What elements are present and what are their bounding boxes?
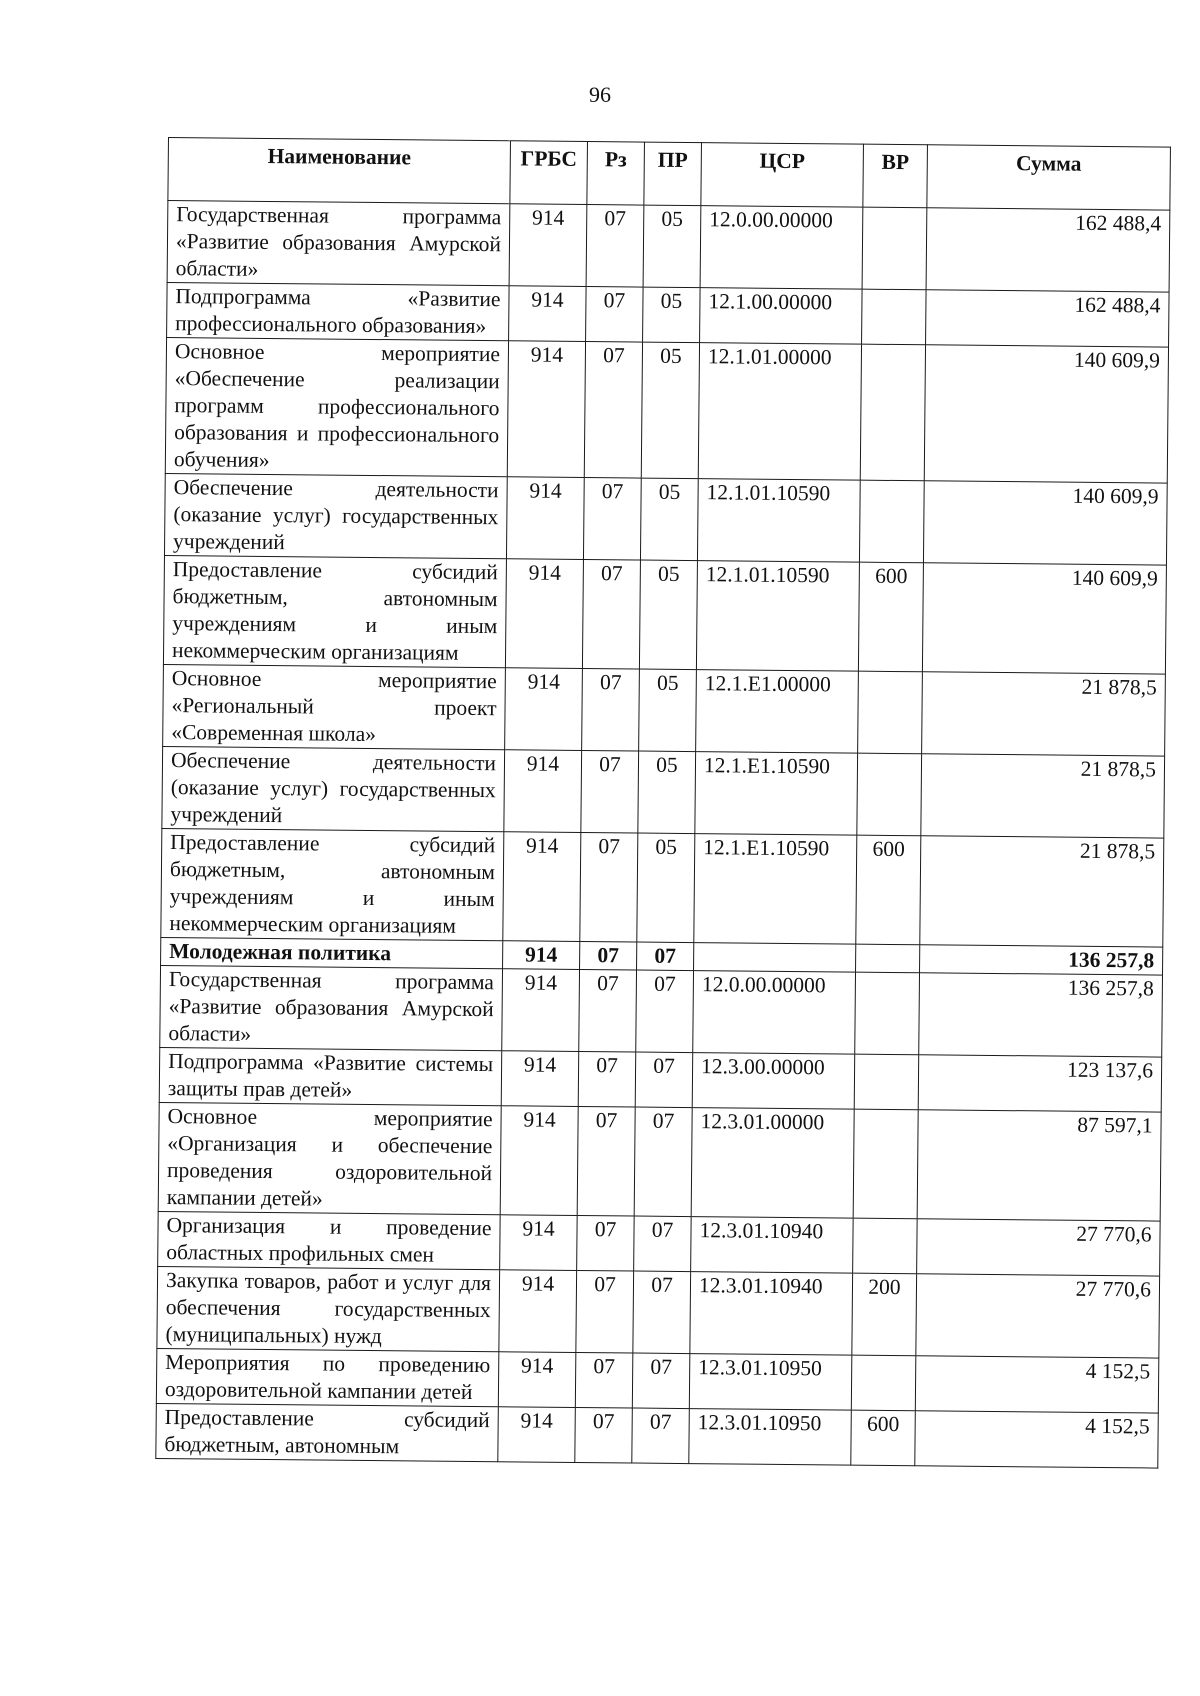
- cell-vr: [857, 753, 922, 836]
- table-row: [167, 201, 1170, 293]
- table-row: [156, 1403, 1158, 1468]
- header-rz: Рз: [587, 142, 645, 206]
- cell-grbs: 914: [503, 941, 580, 970]
- cell-rz: 07: [582, 669, 640, 752]
- table-row: [163, 664, 1166, 756]
- table-row: [157, 1266, 1160, 1358]
- cell-csr: [694, 943, 856, 973]
- cell-vr: [853, 1218, 918, 1274]
- cell-pr: 05: [643, 205, 701, 288]
- cell-csr: 12.1.01.10590: [697, 479, 860, 563]
- cell-name: Предоставление субсидий бюджетным, автономным: [156, 1403, 499, 1461]
- cell-sum: 123 137,6: [918, 1055, 1162, 1112]
- table-row: [162, 746, 1165, 838]
- cell-csr: 12.1.00.00000: [700, 288, 863, 345]
- header-grbs: ГРБС: [510, 141, 588, 205]
- cell-grbs: 914: [501, 1051, 579, 1107]
- cell-sum: 162 488,4: [926, 290, 1170, 347]
- cell-vr: [862, 207, 927, 290]
- cell-pr: 07: [632, 1353, 690, 1409]
- cell-name: Обеспечение деятельности (оказание услуг) государственных учреждений: [162, 746, 505, 831]
- cell-rz: 07: [586, 205, 644, 288]
- cell-grbs: 914: [504, 750, 582, 833]
- cell-sum: 140 609,9: [922, 563, 1166, 674]
- cell-name: Организация и проведение областных профильных смен: [158, 1211, 501, 1269]
- cell-vr: [856, 944, 920, 973]
- cell-grbs: 914: [502, 969, 580, 1052]
- cell-grbs: 914: [500, 1106, 578, 1216]
- cell-pr: 07: [635, 1052, 693, 1108]
- cell-sum: 27 770,6: [917, 1219, 1161, 1276]
- cell-rz: 07: [578, 1051, 636, 1107]
- cell-csr: 12.1.E1.10590: [695, 752, 858, 836]
- cell-sum: 87 597,1: [917, 1110, 1161, 1221]
- cell-pr: 05: [638, 751, 696, 834]
- table-header-row: [168, 138, 1171, 211]
- cell-csr: 12.3.01.00000: [691, 1108, 854, 1219]
- cell-csr: 12.1.01.00000: [698, 343, 861, 481]
- page-number: 96: [589, 82, 611, 107]
- cell-csr: 12.0.00.00000: [693, 971, 856, 1055]
- cell-csr: 12.1.01.10590: [696, 561, 859, 672]
- header-csr: ЦСР: [701, 143, 864, 208]
- table-row: [163, 555, 1166, 674]
- cell-pr: 05: [643, 287, 701, 343]
- cell-name: Основное мероприятие «Организация и обеспечение проведения оздоровительной кампании детей»: [158, 1102, 501, 1214]
- cell-pr: 07: [634, 1107, 692, 1217]
- cell-rz: 07: [586, 287, 644, 343]
- cell-name: Молодежная политика: [161, 937, 503, 968]
- cell-csr: 12.1.E1.00000: [696, 670, 859, 754]
- cell-rz: 07: [579, 969, 637, 1052]
- cell-name: Закупка товаров, работ и услуг для обеспечения государственных (муниципальных) нужд: [157, 1266, 500, 1351]
- cell-sum: 21 878,5: [921, 754, 1165, 838]
- cell-pr: 07: [636, 970, 694, 1053]
- table-row: [156, 1348, 1158, 1413]
- cell-csr: 12.3.01.10950: [689, 1409, 852, 1466]
- cell-vr: [855, 972, 920, 1055]
- cell-vr: [860, 344, 925, 481]
- cell-rz: 07: [577, 1215, 635, 1271]
- table-row: [158, 1102, 1161, 1221]
- cell-sum: 136 257,8: [920, 945, 1163, 975]
- cell-rz: 07: [582, 560, 640, 670]
- cell-sum: 140 609,9: [924, 345, 1168, 483]
- cell-csr: 12.3.01.10940: [690, 1272, 853, 1356]
- cell-name: Основное мероприятие «Обеспечение реализации программ профессионального образования и профессионального обучения»: [165, 337, 508, 476]
- cell-vr: [854, 1054, 919, 1110]
- cell-grbs: 914: [499, 1270, 577, 1353]
- cell-rz: 07: [577, 1106, 635, 1216]
- cell-pr: 05: [640, 478, 698, 561]
- cell-rz: 07: [584, 342, 642, 479]
- cell-vr: [853, 1109, 918, 1219]
- cell-csr: 12.1.E1.10590: [694, 834, 857, 945]
- cell-pr: 05: [639, 560, 697, 670]
- cell-rz: 07: [575, 1352, 633, 1408]
- cell-vr: 600: [856, 835, 921, 945]
- cell-rz: 07: [580, 832, 638, 942]
- cell-pr: 07: [633, 1271, 691, 1354]
- cell-name: Предоставление субсидий бюджетным, автономным учреждениям и иным некоммерческим организациям: [163, 555, 506, 667]
- cell-pr: 05: [639, 669, 697, 752]
- cell-vr: 600: [858, 562, 923, 672]
- cell-vr: [851, 1355, 916, 1411]
- cell-pr: 07: [634, 1216, 692, 1272]
- cell-csr: 12.3.00.00000: [692, 1053, 855, 1110]
- cell-grbs: 914: [498, 1352, 576, 1408]
- cell-csr: 12.3.01.10940: [691, 1217, 854, 1274]
- table-body: [156, 201, 1170, 1469]
- cell-vr: [858, 671, 923, 754]
- cell-grbs: 914: [498, 1407, 576, 1463]
- cell-name: Мероприятия по проведению оздоровительной кампании детей: [156, 1348, 499, 1406]
- table-row: [159, 1047, 1161, 1112]
- cell-sum: 162 488,4: [926, 208, 1170, 292]
- cell-name: Предоставление субсидий бюджетным, автономным учреждениям и иным некоммерческим организациям: [161, 828, 504, 940]
- cell-name: Подпрограмма «Развитие профессионального образования»: [167, 282, 510, 340]
- cell-grbs: 914: [505, 668, 583, 751]
- cell-sum: 27 770,6: [916, 1274, 1160, 1358]
- table-row: [160, 965, 1163, 1057]
- cell-grbs: 914: [500, 1215, 578, 1271]
- cell-csr: 12.3.01.10950: [689, 1354, 852, 1411]
- cell-name: Обеспечение деятельности (оказание услуг) государственных учреждений: [164, 473, 507, 558]
- cell-grbs: 914: [509, 286, 587, 342]
- cell-rz: 07: [581, 750, 639, 833]
- header-pr: ПР: [644, 142, 702, 206]
- cell-rz: 07: [583, 478, 641, 561]
- cell-name: Подпрограмма «Развитие системы защиты прав детей»: [159, 1047, 502, 1105]
- cell-grbs: 914: [506, 477, 584, 560]
- cell-pr: 07: [637, 942, 694, 971]
- table-row: [158, 1211, 1160, 1276]
- cell-sum: 4 152,5: [915, 1356, 1159, 1413]
- cell-sum: 140 609,9: [923, 481, 1167, 565]
- table-row: [165, 337, 1168, 483]
- cell-sum: 136 257,8: [919, 973, 1163, 1057]
- table-row: [161, 828, 1164, 947]
- cell-grbs: 914: [509, 204, 587, 287]
- cell-rz: 07: [580, 941, 637, 970]
- cell-grbs: 914: [505, 559, 583, 669]
- cell-pr: 05: [641, 342, 699, 479]
- table-row: [167, 282, 1169, 347]
- cell-pr: 07: [632, 1408, 690, 1464]
- cell-name: Государственная программа «Развитие образования Амурской области»: [160, 965, 503, 1050]
- cell-rz: 07: [576, 1270, 634, 1353]
- cell-sum: 21 878,5: [922, 672, 1166, 756]
- cell-vr: [862, 289, 927, 345]
- cell-grbs: 914: [507, 341, 585, 478]
- cell-csr: 12.0.00.00000: [700, 206, 863, 290]
- cell-vr: 600: [851, 1410, 916, 1466]
- cell-sum: 4 152,5: [915, 1411, 1159, 1468]
- cell-name: Основное мероприятие «Региональный проект «Современная школа»: [163, 664, 506, 749]
- cell-grbs: 914: [503, 832, 581, 942]
- table-row: [164, 473, 1167, 565]
- header-name: Наименование: [168, 138, 511, 204]
- header-sum: Сумма: [927, 145, 1171, 210]
- cell-vr: [859, 480, 924, 563]
- cell-vr: 200: [852, 1273, 917, 1356]
- cell-rz: 07: [575, 1407, 633, 1463]
- cell-name: Государственная программа «Развитие образования Амурской области»: [167, 201, 510, 286]
- header-vr: ВР: [863, 144, 928, 208]
- cell-sum: 21 878,5: [920, 836, 1164, 947]
- cell-pr: 05: [637, 833, 695, 943]
- budget-table: [155, 137, 1171, 1469]
